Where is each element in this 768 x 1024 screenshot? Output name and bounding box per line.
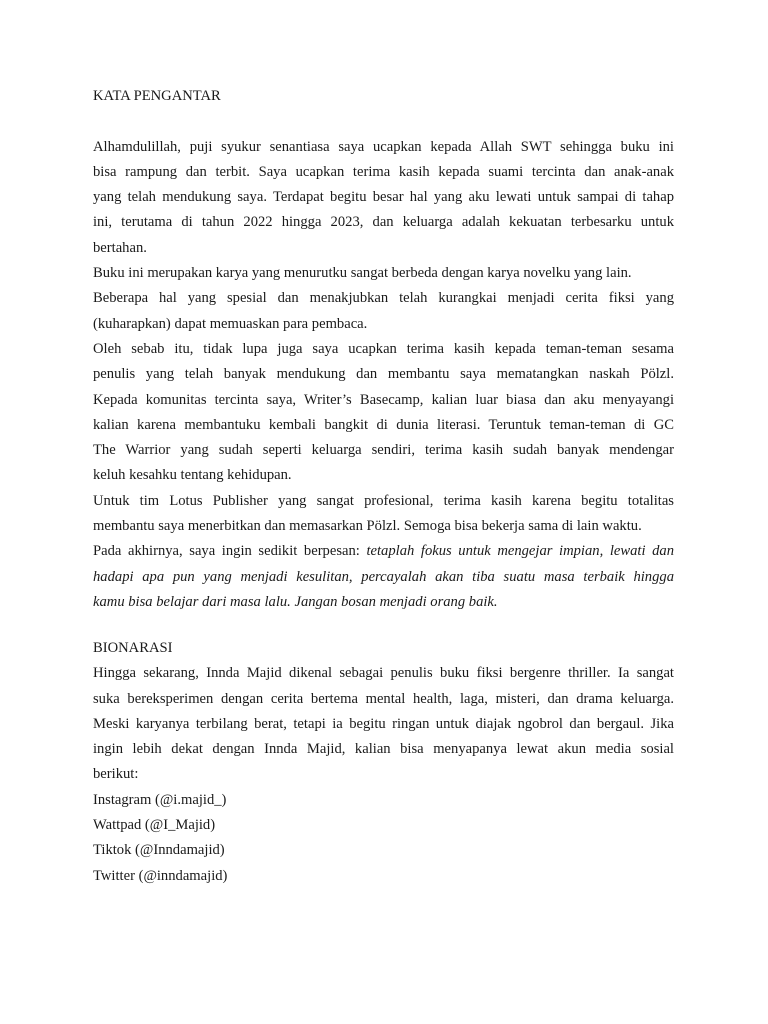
kata-pengantar-section (93, 84, 674, 615)
social-handle-wattpad: Wattpad (@I_Majid) (93, 817, 216, 834)
paragraph-line: berikut: (93, 766, 139, 783)
paragraph-line: kalian karena membantuku kembali bangkit di dunia literasi. Teruntuk teman-teman di GC (93, 416, 674, 433)
paragraph-line: The Warrior yang sudah seperti keluarga sendiri, terima kasih sudah banyak mendengar (93, 442, 674, 459)
paragraph-line: (kuharapkan) dapat memuaskan para pembaca. (93, 315, 368, 332)
social-handle-tiktok: Tiktok (@Inndamajid) (93, 842, 225, 859)
paragraph-line: membantu saya menerbitkan dan memasarkan Pölzl. Semoga bisa bekerja sama di lain waktu. (93, 518, 642, 535)
social-handle-twitter: Twitter (@inndamajid) (93, 867, 228, 884)
paragraph-line: Oleh sebab itu, tidak lupa juga saya ucapkan terima kasih kepada teman-teman sesama (93, 340, 674, 357)
paragraph-line: Alhamdulillah, puji syukur senantiasa saya ucapkan kepada Allah SWT sehingga buku ini (93, 138, 674, 155)
paragraph-line: Meski karyanya terbilang berat, tetapi ia begitu ringan untuk diajak ngobrol dan bergaul. Jika (93, 715, 674, 732)
paragraph-line: bertahan. (93, 239, 147, 256)
paragraph-line: Untuk tim Lotus Publisher yang sangat profesional, terima kasih karena begitu totalitas (93, 492, 674, 509)
paragraph-line: Buku ini merupakan karya yang menurutku sangat berbeda dengan karya novelku yang lain. (93, 265, 632, 282)
paragraph-line: Kepada komunitas tercinta saya, Writer’s Basecamp, kalian luar biasa dan aku menyayangi (93, 391, 674, 408)
paragraph-line: penulis yang telah banyak mendukung dan membantu saya mematangkan naskah Pölzl. (93, 366, 674, 383)
paragraph-line: bisa rampung dan terbit. Saya ucapkan terima kasih kepada suami tercinta dan anak-anak (93, 163, 674, 180)
closing-line (93, 539, 674, 564)
closing-prefix: Pada akhirnya, saya ingin sedikit berpesan: (93, 543, 367, 560)
paragraph-line: keluh kesahku tentang kehidupan. (93, 467, 292, 484)
closing-italic: tetaplah fokus untuk mengejar impian, lewati dan (366, 543, 674, 560)
paragraph-line: ingin lebih dekat dengan Innda Majid, kalian bisa menyapanya lewat akun media sosial (93, 741, 674, 758)
paragraph-line: Hingga sekarang, Innda Majid dikenal sebagai penulis buku fiksi bergenre thriller. Ia sangat (93, 665, 674, 682)
closing-italic-line: hadapi apa pun yang menjadi kesulitan, percayalah akan tiba suatu masa terbaik hingga (93, 568, 674, 585)
kata-pengantar-heading: KATA PENGANTAR (93, 88, 221, 104)
paragraph-line: Beberapa hal yang spesial dan menakjubkan telah kurangkai menjadi cerita fiksi yang (93, 290, 674, 307)
social-handle-instagram: Instagram (@i.majid_) (93, 791, 227, 808)
closing-italic-line: kamu bisa belajar dari masa lalu. Jangan bosan menjadi orang baik. (93, 593, 498, 610)
paragraph-line: yang telah mendukung saya. Terdapat begitu besar hal yang aku lewati untuk sampai di tahap (93, 189, 674, 206)
paragraph-line: ini, terutama di tahun 2022 hingga 2023, dan keluarga adalah kekuatan terbesarku untuk (93, 214, 674, 231)
bionarasi-section (93, 636, 674, 889)
paragraph-line: suka bereksperimen dengan cerita bertema mental health, laga, misteri, dan drama keluarga. (93, 690, 674, 707)
bionarasi-heading: BIONARASI (93, 640, 173, 656)
